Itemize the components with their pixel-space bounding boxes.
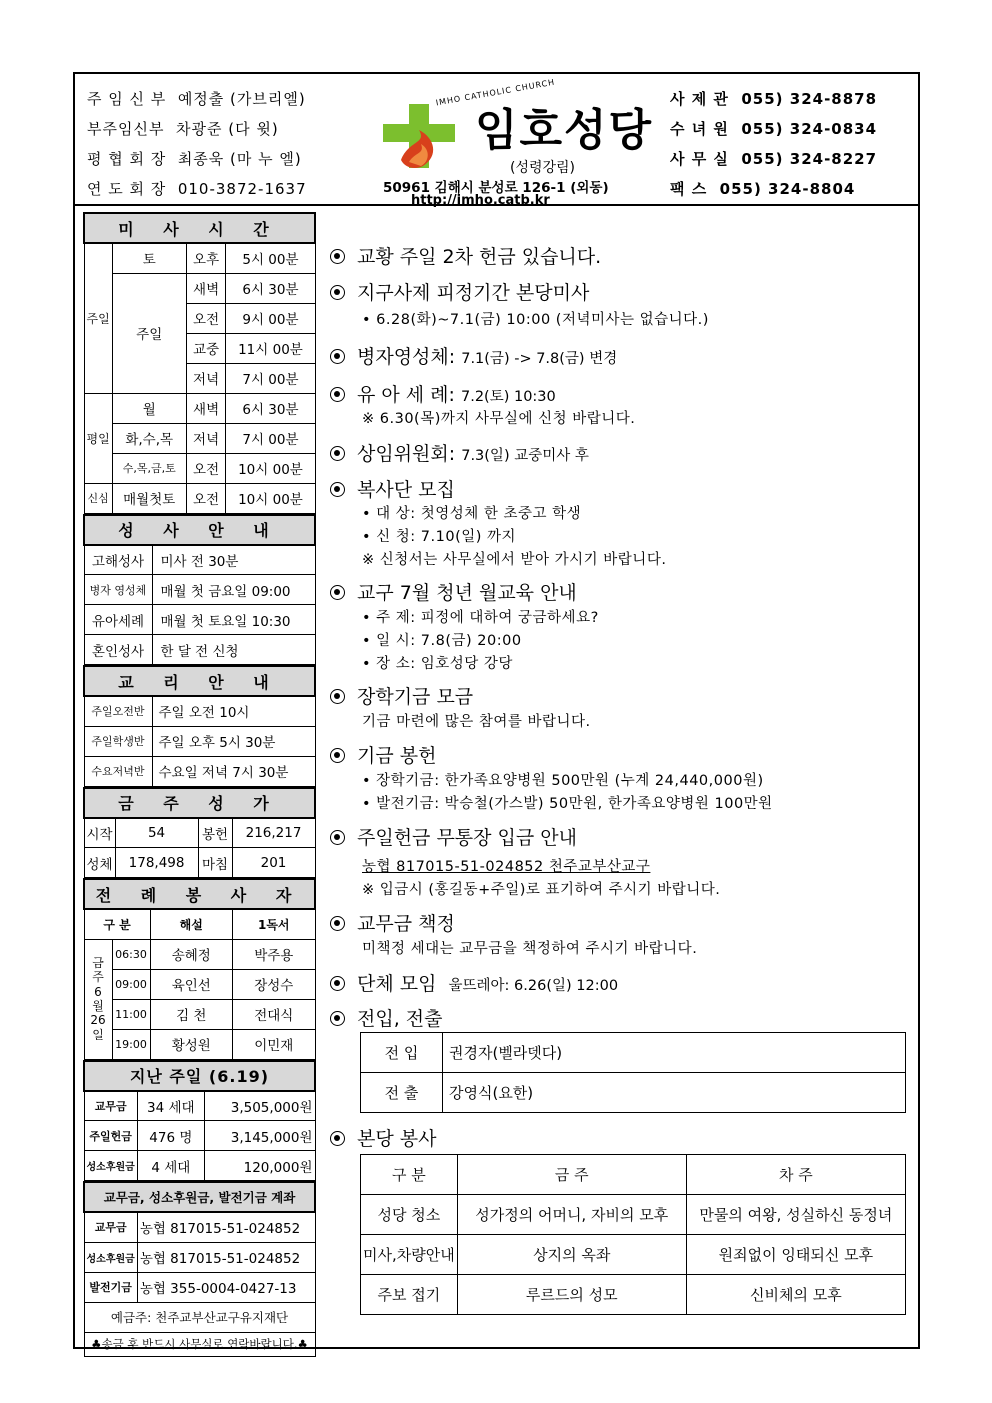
time: 10시 00분 bbox=[226, 453, 315, 483]
next-week: 원죄없이 잉태되신 모후 bbox=[686, 1235, 905, 1275]
row-label: 주일학생반 bbox=[84, 726, 152, 756]
notice-6-detail: • 대 상: 첫영성체 한 초중고 학생 bbox=[362, 506, 582, 522]
mass-title: 미 사 시 간 bbox=[84, 213, 315, 243]
accounts-table bbox=[83, 1181, 316, 1357]
header-right-1 bbox=[670, 88, 877, 109]
left-column bbox=[83, 212, 316, 1357]
row-label: 병자 영성체 bbox=[84, 575, 152, 605]
doctrine-title: 교 리 안 내 bbox=[84, 666, 315, 696]
time: 5시 00분 bbox=[226, 243, 315, 273]
col-header: 1독서 bbox=[233, 909, 316, 939]
notice-text: 주일헌금 무통장 입금 안내 bbox=[357, 827, 578, 849]
next-week: 신비체의 모후 bbox=[686, 1275, 905, 1315]
notice-2-detail: • 6.28(화)~7.1(금) 10:00 (저녁미사는 없습니다.) bbox=[362, 312, 709, 328]
header-left-1 bbox=[87, 88, 306, 109]
bullet-icon bbox=[330, 387, 345, 402]
accounts-title: 교무금, 성소후원금, 발전기금 계좌 bbox=[84, 1182, 315, 1212]
time-type: 오전 bbox=[186, 453, 226, 483]
row-label: 주일오전반 bbox=[84, 696, 152, 726]
this-week: 성가정의 어머니, 자비의 모후 bbox=[457, 1195, 686, 1235]
notice-6-note: ※ 신청서는 사무실에서 받아 가시기 바랍니다. bbox=[362, 552, 667, 568]
notice-3-detail: 7.1(금) -> 7.8(금) 변경 bbox=[461, 351, 618, 367]
liturgy-title: 전 례 봉 사 자 bbox=[84, 879, 315, 909]
value: 055) 324-8804 bbox=[719, 180, 856, 198]
col-header: 금 주 bbox=[457, 1155, 686, 1195]
row-label: 혼인성사 bbox=[84, 635, 152, 665]
row-label: 마침 bbox=[198, 848, 232, 878]
time: 7시 00분 bbox=[226, 363, 315, 393]
last-week-table bbox=[83, 1060, 316, 1182]
notice-text: 교무금 책정 bbox=[357, 913, 455, 935]
row-label: 시작 bbox=[84, 818, 115, 848]
label: 주 임 신 부 bbox=[87, 90, 167, 108]
notice-7 bbox=[330, 578, 577, 605]
notice-text: 유 아 세 례: bbox=[357, 384, 455, 406]
logo-area bbox=[375, 77, 665, 208]
row-label: 유아세례 bbox=[84, 605, 152, 635]
row-amount: 3,145,000원 bbox=[204, 1121, 315, 1151]
day: 토 bbox=[112, 243, 186, 273]
notice-text: 교황 주일 2차 헌금 있습니다. bbox=[357, 246, 602, 268]
bullet-icon bbox=[330, 249, 345, 264]
value: 최종욱 (마 누 엘) bbox=[177, 150, 302, 168]
hymn-title: 금 주 성 가 bbox=[84, 788, 315, 818]
last-week-title: 지난 주일 (6.19) bbox=[84, 1061, 315, 1091]
header-left-4 bbox=[87, 178, 307, 199]
label: 팩 스 bbox=[670, 180, 708, 198]
transfer-label: 전 출 bbox=[361, 1073, 443, 1113]
row-value: 한 달 전 신청 bbox=[152, 635, 315, 665]
col-header: 해설 bbox=[150, 909, 233, 939]
row-amount: 3,505,000원 bbox=[204, 1091, 315, 1121]
notice-10 bbox=[330, 823, 577, 850]
notice-7-detail: • 주 제: 피정에 대하여 궁금하세요? bbox=[362, 610, 599, 626]
row-label: 교무금 bbox=[84, 1212, 137, 1242]
weekday-label: 평일 bbox=[84, 393, 112, 483]
time: 6시 30분 bbox=[226, 273, 315, 303]
notice-4-detail: 7.2(토) 10:30 bbox=[460, 389, 556, 405]
time: 10시 00분 bbox=[226, 483, 315, 513]
notice-7-detail: • 장 소: 임호성당 강당 bbox=[362, 656, 513, 672]
day: 월 bbox=[112, 393, 186, 423]
notice-text: 지구사제 피정기간 본당미사 bbox=[357, 282, 590, 304]
time-type: 새벽 bbox=[186, 393, 226, 423]
header-left-3 bbox=[87, 148, 302, 169]
time: 11시 00분 bbox=[226, 333, 315, 363]
time: 9시 00분 bbox=[226, 303, 315, 333]
value: 예정출 (가브리엘) bbox=[177, 90, 306, 108]
notice-8 bbox=[330, 682, 473, 709]
mass-time: 11:00 bbox=[112, 999, 150, 1029]
row-label: 주일헌금 bbox=[84, 1121, 137, 1151]
bullet-icon bbox=[330, 285, 345, 300]
bulletin-frame bbox=[73, 72, 920, 1349]
label: 평 협 회 장 bbox=[87, 150, 167, 168]
row-label: 발전기금 bbox=[84, 1272, 137, 1302]
this-week: 상지의 옥좌 bbox=[457, 1235, 686, 1275]
row-value: 매월 첫 금요일 09:00 bbox=[152, 575, 315, 605]
label: 수 녀 원 bbox=[670, 120, 729, 138]
row-value: 주일 오전 10시 bbox=[152, 696, 315, 726]
serve-label: 성당 청소 bbox=[361, 1195, 458, 1235]
label: 사 무 실 bbox=[670, 150, 729, 168]
notice-3 bbox=[330, 342, 617, 369]
bullet-icon bbox=[330, 916, 345, 931]
transfer-name: 권경자(벨라뎃다) bbox=[443, 1033, 906, 1073]
account-info: 농협 817015-51-024852 천주교부산교구 bbox=[362, 859, 651, 875]
account-note: ♣송금 후 반드시 사무실로 연락바랍니다.♣ bbox=[84, 1332, 315, 1356]
time-type: 저녁 bbox=[186, 423, 226, 453]
hymn-table bbox=[83, 787, 316, 879]
notice-4 bbox=[330, 380, 556, 407]
row-value: 216,217 bbox=[232, 818, 315, 848]
account-number: 농협 817015-51-024852 bbox=[137, 1242, 315, 1272]
liturgy-date: 금주 6 월 26 일 bbox=[84, 939, 112, 1059]
account-number: 농협 355-0004-0427-13 bbox=[137, 1272, 315, 1302]
row-amount: 120,000원 bbox=[204, 1151, 315, 1181]
value: 010-3872-1637 bbox=[177, 180, 307, 198]
church-subtitle: (성령강림) bbox=[510, 160, 576, 176]
row-value: 매월 첫 토요일 10:30 bbox=[152, 605, 315, 635]
col-header: 차 주 bbox=[686, 1155, 905, 1195]
notice-11 bbox=[330, 909, 455, 936]
row-label: 봉헌 bbox=[198, 818, 232, 848]
row-label: 교무금 bbox=[84, 1091, 137, 1121]
day: 매월첫토 bbox=[112, 483, 186, 513]
notice-12 bbox=[330, 969, 618, 996]
notice-7-detail: • 일 시: 7.8(금) 20:00 bbox=[362, 633, 522, 649]
eng-name: IMHO CATHOLIC CHURCH bbox=[435, 77, 556, 108]
label: 사 제 관 bbox=[670, 90, 729, 108]
notice-1 bbox=[330, 242, 601, 269]
time-type: 교중 bbox=[186, 333, 226, 363]
day: 주일 bbox=[112, 273, 186, 393]
notice-text: 병자영성체: bbox=[357, 346, 456, 368]
bullet-icon bbox=[330, 585, 345, 600]
mass-time: 09:00 bbox=[112, 969, 150, 999]
bullet-icon bbox=[330, 482, 345, 497]
bullet-icon bbox=[330, 446, 345, 461]
reader-1: 장성수 bbox=[233, 969, 316, 999]
row-value: 201 bbox=[232, 848, 315, 878]
account-number: 농협 817015-51-024852 bbox=[137, 1212, 315, 1242]
notice-4-note: ※ 6.30(목)까지 사무실에 신청 바랍니다. bbox=[362, 411, 636, 427]
notice-9 bbox=[330, 741, 436, 768]
commentator: 김 천 bbox=[150, 999, 233, 1029]
row-count: 476 명 bbox=[137, 1121, 204, 1151]
notice-2 bbox=[330, 278, 589, 305]
notice-8-detail: 기금 마련에 많은 참여를 바랍니다. bbox=[362, 714, 591, 730]
notice-14 bbox=[330, 1124, 436, 1151]
value: 차광준 (다 윗) bbox=[176, 120, 279, 138]
bullet-icon bbox=[330, 1011, 345, 1026]
row-label: 성소후원금 bbox=[84, 1242, 137, 1272]
notice-6-detail: • 신 청: 7.10(일) 까지 bbox=[362, 529, 517, 545]
reader-1: 박주용 bbox=[233, 939, 316, 969]
church-name: 임호성당 bbox=[475, 105, 654, 156]
church-logo-icon bbox=[379, 100, 459, 172]
header-right-3 bbox=[670, 148, 877, 169]
row-value: 54 bbox=[115, 818, 198, 848]
bullet-icon bbox=[330, 689, 345, 704]
notice-10-note: ※ 입금시 (홍길동+주일)로 표기하여 주시기 바랍니다. bbox=[362, 882, 721, 898]
value: 055) 324-8878 bbox=[741, 90, 878, 108]
this-week: 루르드의 성모 bbox=[457, 1275, 686, 1315]
label: 연 도 회 장 bbox=[87, 180, 167, 198]
row-label: 성체 bbox=[84, 848, 115, 878]
notice-text: 상임위원회: bbox=[357, 443, 456, 465]
row-value: 수요일 저녁 7시 30분 bbox=[152, 756, 315, 786]
next-week: 만물의 여왕, 성실하신 동정녀 bbox=[686, 1195, 905, 1235]
notice-5 bbox=[330, 439, 589, 466]
mass-table bbox=[83, 212, 316, 514]
commentator: 송혜정 bbox=[150, 939, 233, 969]
mass-time: 06:30 bbox=[112, 939, 150, 969]
reader-1: 전대식 bbox=[233, 999, 316, 1029]
notice-text: 장학기금 모금 bbox=[357, 686, 474, 708]
bullet-icon bbox=[330, 748, 345, 763]
day: 수,목,금,토 bbox=[112, 453, 186, 483]
doctrine-table bbox=[83, 665, 316, 787]
row-count: 4 세대 bbox=[137, 1151, 204, 1181]
bullet-icon bbox=[330, 1131, 345, 1146]
notice-6 bbox=[330, 475, 455, 502]
bullet-icon bbox=[330, 830, 345, 845]
value: 055) 324-0834 bbox=[741, 120, 878, 138]
header-right-2 bbox=[670, 118, 877, 139]
mass-time: 19:00 bbox=[112, 1029, 150, 1059]
row-label: 고해성사 bbox=[84, 545, 152, 575]
transfer-table bbox=[360, 1032, 906, 1113]
time-type: 오전 bbox=[186, 483, 226, 513]
serve-label: 미사,차량안내 bbox=[361, 1235, 458, 1275]
header-right-4 bbox=[670, 178, 855, 199]
liturgy-table bbox=[83, 878, 316, 1060]
row-count: 34 세대 bbox=[137, 1091, 204, 1121]
row-label: 성소후원금 bbox=[84, 1151, 137, 1181]
notice-12-detail: 울뜨레아: 6.26(일) 12:00 bbox=[448, 978, 619, 994]
notice-text: 복사단 모집 bbox=[357, 479, 455, 501]
time-type: 저녁 bbox=[186, 363, 226, 393]
row-value: 178,498 bbox=[115, 848, 198, 878]
row-label: 수요저녁반 bbox=[84, 756, 152, 786]
account-holder: 예금주: 천주교부산교구유지재단 bbox=[84, 1302, 315, 1332]
time: 6시 30분 bbox=[226, 393, 315, 423]
notice-text: 전입, 전출 bbox=[357, 1008, 443, 1030]
notice-5-detail: 7.3(일) 교중미사 후 bbox=[461, 448, 589, 464]
transfer-name: 강영식(요한) bbox=[443, 1073, 906, 1113]
sunday-label: 주일 bbox=[84, 243, 112, 393]
time-type: 오후 bbox=[186, 243, 226, 273]
serve-label: 주보 접기 bbox=[361, 1275, 458, 1315]
notice-text: 단체 모임 bbox=[357, 973, 437, 995]
notice-13 bbox=[330, 1004, 443, 1031]
reader-1: 이민재 bbox=[233, 1029, 316, 1059]
sinsim-label: 신심 bbox=[84, 483, 112, 513]
col-header: 구 분 bbox=[84, 909, 150, 939]
col-header: 구 분 bbox=[361, 1155, 458, 1195]
serve-table bbox=[360, 1154, 906, 1315]
church-address: 50961 김해시 분성로 126-1 (외동) bbox=[383, 180, 609, 196]
notice-9-detail: • 장학기금: 한가족요양병원 500만원 (누계 24,440,000원) bbox=[362, 773, 764, 789]
sacrament-table bbox=[83, 514, 316, 666]
bullet-icon bbox=[330, 349, 345, 364]
row-value: 미사 전 30분 bbox=[152, 545, 315, 575]
sacrament-title: 성 사 안 내 bbox=[84, 515, 315, 545]
notice-9-detail: • 발전기금: 박승철(가스발) 50만원, 한가족요양병원 100만원 bbox=[362, 796, 773, 812]
header-left-2 bbox=[87, 118, 279, 139]
bullet-icon bbox=[330, 976, 345, 991]
value: 055) 324-8227 bbox=[741, 150, 878, 168]
transfer-label: 전 입 bbox=[361, 1033, 443, 1073]
header bbox=[75, 74, 918, 206]
label: 부주임신부 bbox=[87, 120, 165, 138]
notice-text: 본당 봉사 bbox=[357, 1128, 437, 1150]
notice-11-detail: 미책정 세대는 교무금을 책정하여 주시기 바랍니다. bbox=[362, 941, 698, 957]
commentator: 육인선 bbox=[150, 969, 233, 999]
time-type: 새벽 bbox=[186, 273, 226, 303]
day: 화,수,목 bbox=[112, 423, 186, 453]
commentator: 황성원 bbox=[150, 1029, 233, 1059]
notice-text: 기금 봉헌 bbox=[357, 745, 437, 767]
time-type: 오전 bbox=[186, 303, 226, 333]
notice-text: 교구 7월 청년 월교육 안내 bbox=[357, 582, 577, 604]
time: 7시 00분 bbox=[226, 423, 315, 453]
row-value: 주일 오후 5시 30분 bbox=[152, 726, 315, 756]
church-url[interactable]: http://imho.catb.kr bbox=[411, 193, 550, 208]
